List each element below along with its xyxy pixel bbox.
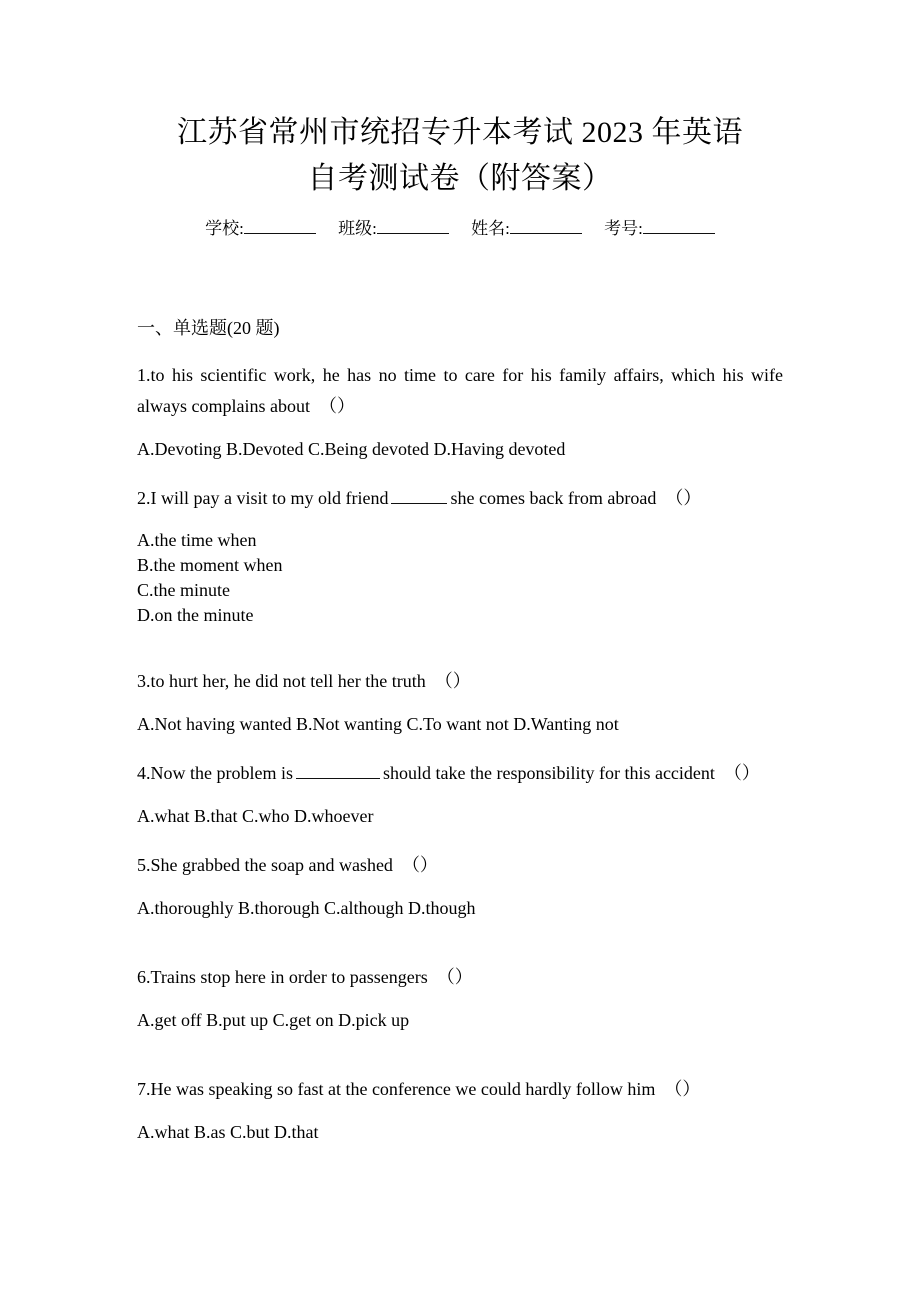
question-7-text: 7.He was speaking so fast at the conference we could hardly follow him bbox=[137, 1079, 656, 1099]
question-6-answer-paren[interactable]: （） bbox=[436, 967, 473, 987]
question-7-answer-paren[interactable]: （） bbox=[664, 1079, 701, 1099]
class-label: 班级: bbox=[338, 219, 377, 238]
name-label: 姓名: bbox=[471, 219, 510, 238]
question-1-stem bbox=[137, 360, 783, 422]
question-6 bbox=[137, 962, 783, 1036]
question-4-text-before: 4.Now the problem is bbox=[137, 763, 293, 783]
question-2-text-after: she comes back from abroad bbox=[450, 488, 657, 508]
name-blank[interactable] bbox=[510, 219, 582, 234]
question-4-answer-paren[interactable]: （） bbox=[723, 763, 760, 783]
question-spacer-3 bbox=[137, 1036, 783, 1056]
question-4 bbox=[137, 758, 783, 832]
page-title bbox=[137, 110, 783, 202]
class-blank[interactable] bbox=[377, 219, 449, 234]
student-info-field-school bbox=[205, 216, 316, 242]
question-3-text: 3.to hurt her, he did not tell her the truth bbox=[137, 671, 426, 691]
question-1-text: 1.to his scientific work, he has no time to care for his family affairs, which his wife always complains about bbox=[137, 365, 783, 416]
question-5-stem bbox=[137, 850, 783, 881]
question-2-blank[interactable] bbox=[391, 488, 447, 504]
question-2-option-d[interactable]: D.on the minute bbox=[137, 605, 254, 625]
question-3-options[interactable]: A.Not having wanted B.Not wanting C.To want not D.Wanting not bbox=[137, 714, 619, 734]
title-line-2: 自考测试卷（附答案） bbox=[307, 162, 613, 195]
exam-number-label: 考号: bbox=[604, 219, 643, 238]
question-5-answer-paren[interactable]: （） bbox=[401, 855, 438, 875]
question-2 bbox=[137, 483, 783, 628]
school-label: 学校: bbox=[205, 219, 244, 238]
page-content bbox=[137, 0, 783, 1148]
question-3 bbox=[137, 666, 783, 740]
question-2-stem bbox=[137, 483, 783, 514]
question-4-text-after: should take the responsibility for this accident bbox=[382, 763, 715, 783]
title-line-1: 江苏省常州市统招专升本考试 2023 年英语 bbox=[177, 116, 743, 149]
question-2-option-c[interactable]: C.the minute bbox=[137, 580, 230, 600]
question-2-option-b[interactable]: B.the moment when bbox=[137, 555, 283, 575]
question-6-stem bbox=[137, 962, 783, 993]
question-6-options[interactable]: A.get off B.put up C.get on D.pick up bbox=[137, 1010, 410, 1030]
section-heading-single-choice: 一、单选题(20 题) bbox=[137, 318, 280, 338]
question-2-option-a[interactable]: A.the time when bbox=[137, 530, 257, 550]
student-info-field-name bbox=[471, 216, 582, 242]
question-3-stem bbox=[137, 666, 783, 697]
question-4-stem bbox=[137, 758, 783, 789]
question-7-options[interactable]: A.what B.as C.but D.that bbox=[137, 1122, 319, 1142]
question-5-options[interactable]: A.thoroughly B.thorough C.although D.though bbox=[137, 898, 476, 918]
question-7 bbox=[137, 1074, 783, 1148]
school-blank[interactable] bbox=[244, 219, 316, 234]
question-1 bbox=[137, 360, 783, 465]
question-3-answer-paren[interactable]: （） bbox=[434, 671, 471, 691]
question-5-text: 5.She grabbed the soap and washed bbox=[137, 855, 393, 875]
question-1-answer-paren[interactable]: （） bbox=[318, 396, 355, 416]
student-info-field-exam-number bbox=[604, 216, 715, 242]
question-spacer-2 bbox=[137, 924, 783, 944]
question-4-options[interactable]: A.what B.that C.who D.whoever bbox=[137, 806, 374, 826]
question-2-text-before: 2.I will pay a visit to my old friend bbox=[137, 488, 389, 508]
question-spacer bbox=[137, 628, 783, 648]
student-info-line bbox=[137, 216, 783, 242]
exam-number-blank[interactable] bbox=[643, 219, 715, 234]
question-4-blank[interactable] bbox=[296, 763, 380, 779]
question-1-options[interactable]: A.Devoting B.Devoted C.Being devoted D.Having devoted bbox=[137, 439, 566, 459]
question-2-answer-paren[interactable]: （） bbox=[665, 488, 702, 508]
question-5 bbox=[137, 850, 783, 924]
question-7-stem bbox=[137, 1074, 783, 1105]
student-info-field-class bbox=[338, 216, 449, 242]
question-2-options bbox=[137, 528, 783, 628]
question-6-text: 6.Trains stop here in order to passengers bbox=[137, 967, 428, 987]
